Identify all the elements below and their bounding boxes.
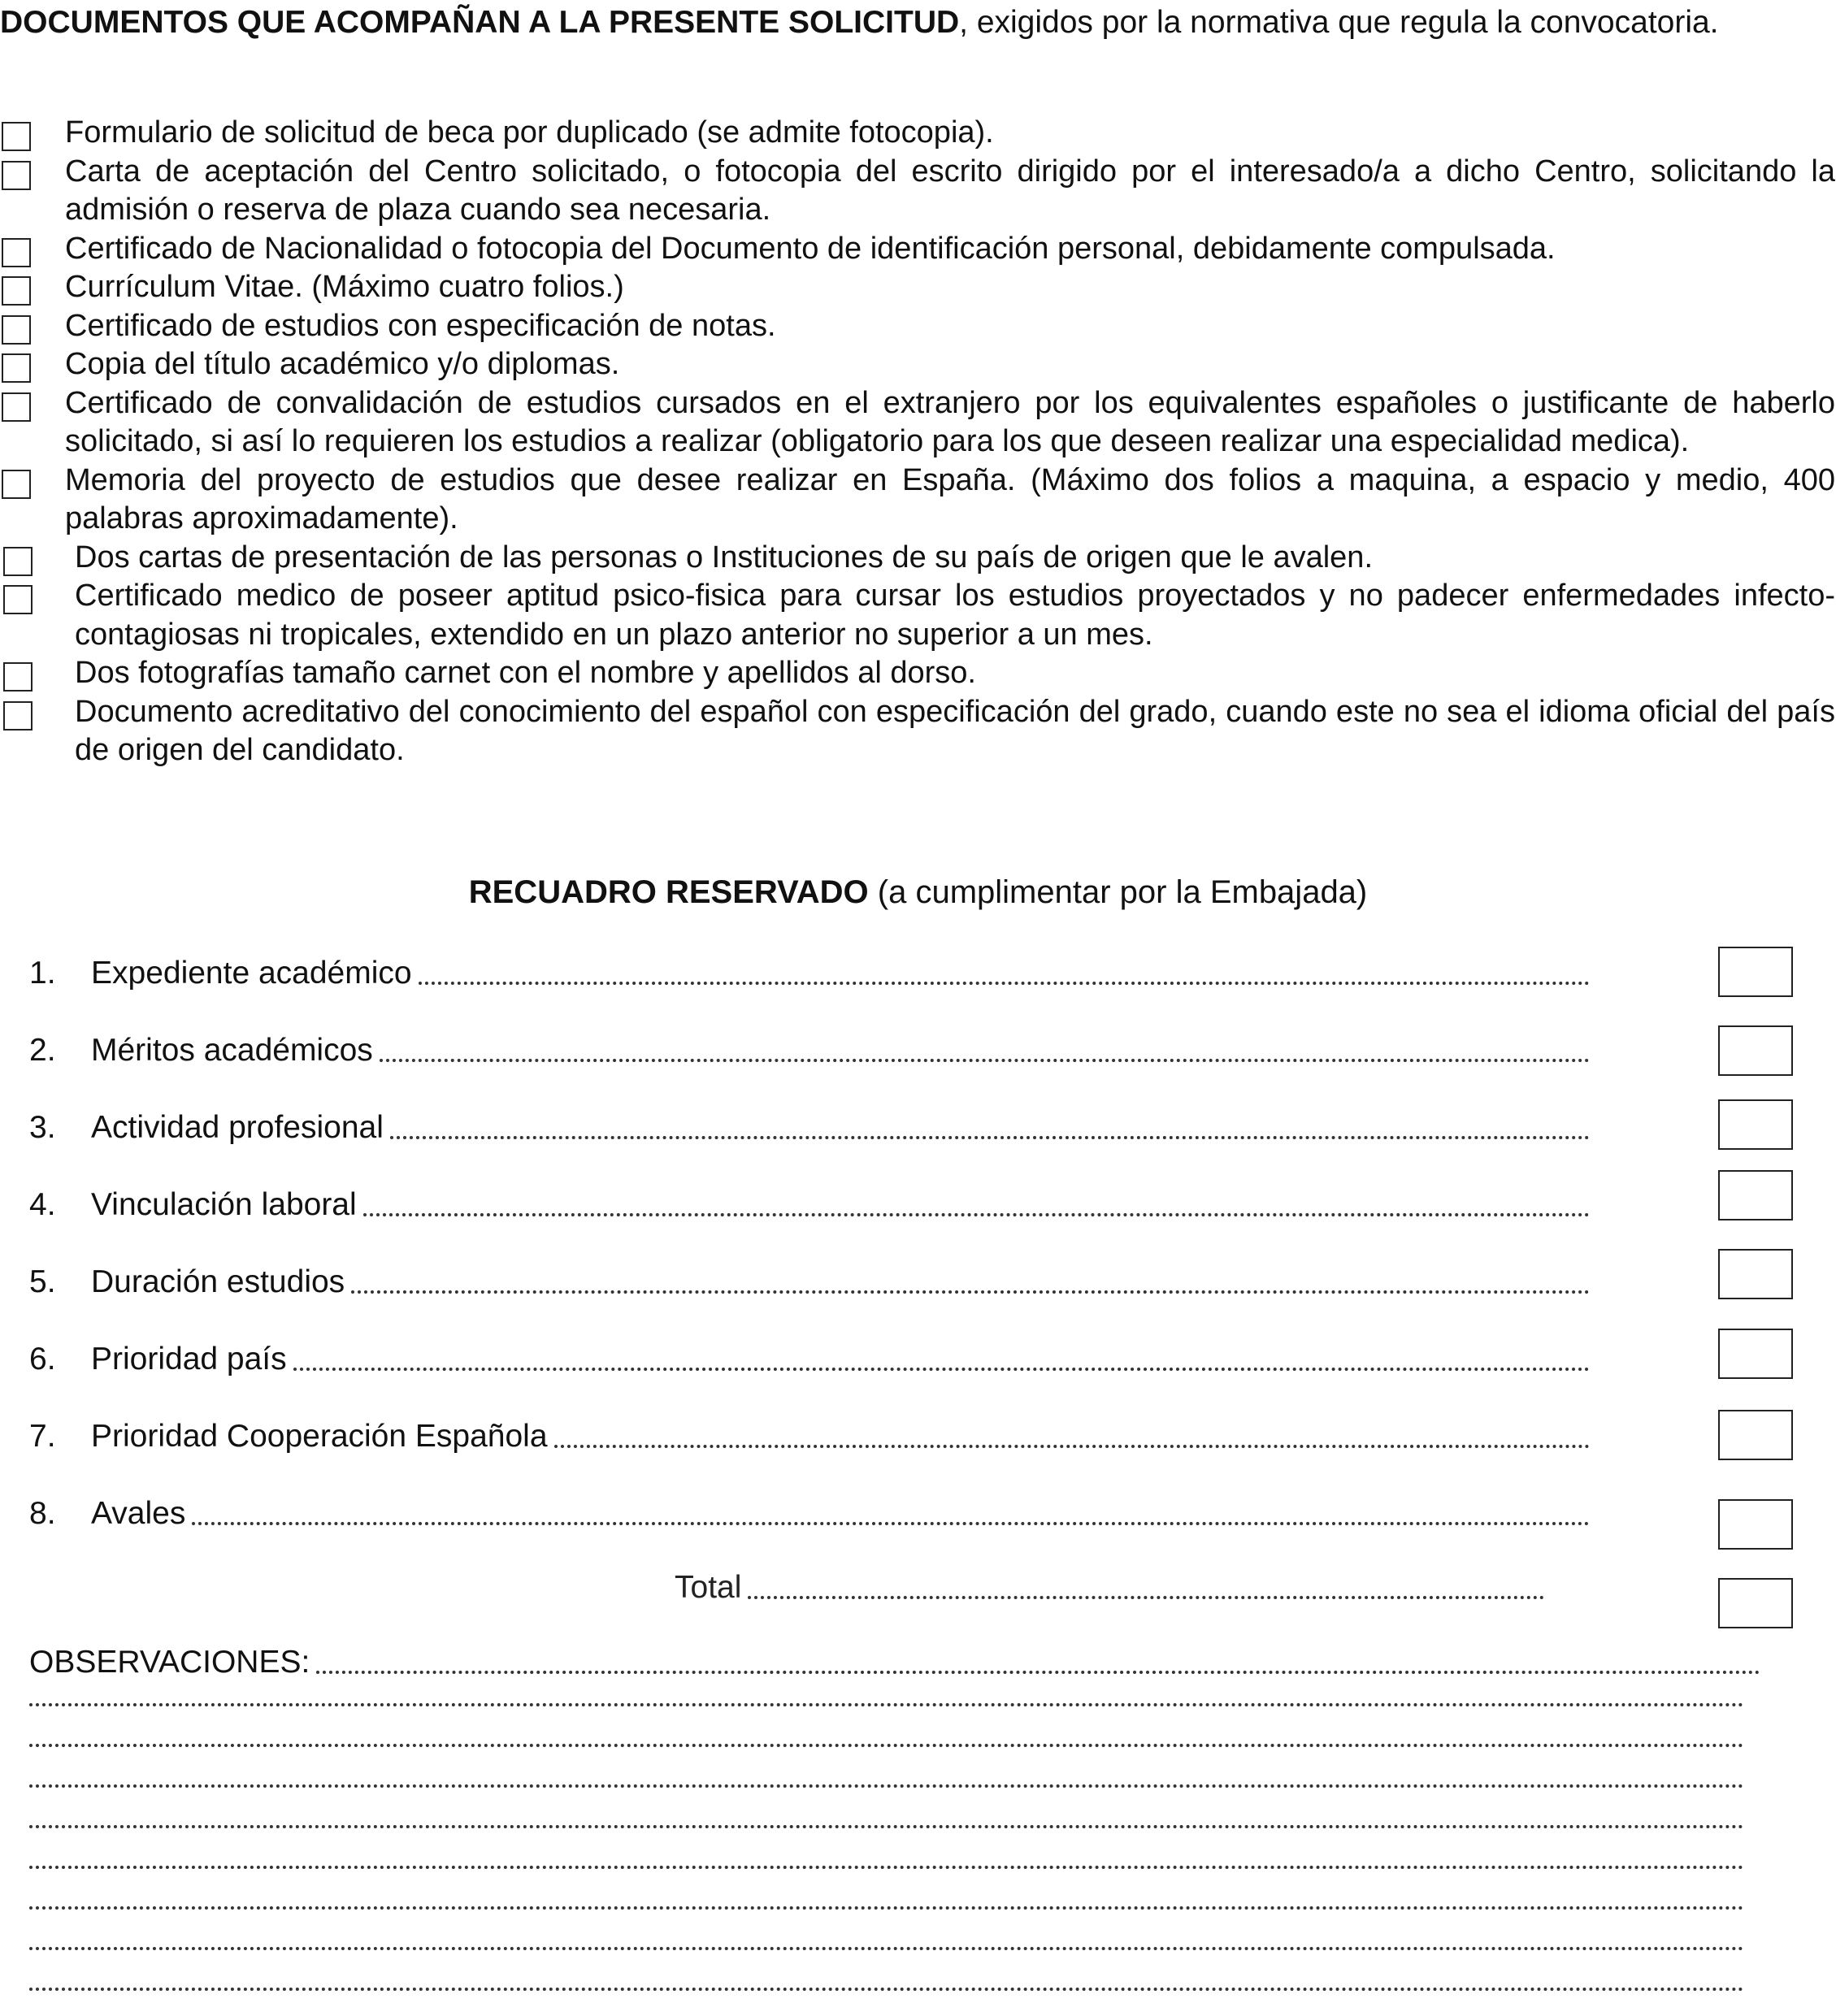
- document-item: [0, 654, 1836, 693]
- criterion-label: Vinculación laboral: [91, 1187, 357, 1222]
- document-item-label: Certificado de estudios con especificación de notas.: [65, 308, 776, 343]
- document-item-label: Memoria del proyecto de estudios que desee realizar en España. (Máximo dos folios a maquina, a espacio y medio, 400 palabras aproximadamente).: [65, 462, 1835, 535]
- document-item-label: Certificado de convalidación de estudios cursados en el extranjero por los equivalentes españoles o justificante de haberlo solicitado, si así lo requieren los estudios a realizar (obligatorio para los que deseen realizar una especialidad medica).: [65, 385, 1835, 458]
- score-box[interactable]: [1718, 1170, 1793, 1220]
- criterion-number: 7.: [29, 1419, 56, 1454]
- criterion-row: [29, 1485, 1590, 1533]
- document-item: [0, 153, 1836, 230]
- document-item: [0, 384, 1836, 462]
- document-item: [0, 577, 1836, 654]
- dot-leader: [419, 973, 1590, 985]
- document-item: [0, 693, 1836, 770]
- score-box[interactable]: [1718, 1410, 1793, 1460]
- document-item-label: Documento acreditativo del conocimiento del español con especificación del grado, cuando este no sea el idioma oficial del país de origen del candidato.: [75, 694, 1835, 767]
- document-item: [0, 114, 1836, 153]
- score-box[interactable]: [1718, 1025, 1793, 1076]
- criterion-label: Prioridad país: [91, 1342, 287, 1377]
- criterion-number: 5.: [29, 1264, 56, 1299]
- total-label: Total: [675, 1570, 742, 1605]
- document-checkbox[interactable]: [2, 122, 31, 151]
- criterion-row: [29, 1330, 1590, 1379]
- document-checkbox[interactable]: [2, 238, 31, 267]
- observations-dot-leader[interactable]: [316, 1663, 1760, 1674]
- observations-row: [29, 1633, 1760, 1682]
- document-item-label: Certificado medico de poseer aptitud psico-fisica para cursar los estudios proyectados y no padecer enfermedades infecto-contagiosas ni tropicales, extendido en un plazo anterior no superior a un mes.: [75, 579, 1835, 652]
- total-row: [675, 1559, 1544, 1607]
- observations-line[interactable]: [29, 1700, 1744, 1706]
- observations-line[interactable]: [29, 1822, 1744, 1828]
- score-box[interactable]: [1718, 1249, 1793, 1299]
- document-item-label: Certificado de Nacionalidad o fotocopia del Documento de identificación personal, debidamente compulsada.: [65, 231, 1556, 266]
- total-score-box[interactable]: [1718, 1578, 1793, 1628]
- dot-leader: [192, 1514, 1590, 1525]
- criterion-label: Prioridad Cooperación Española: [91, 1419, 548, 1454]
- score-box[interactable]: [1718, 947, 1793, 997]
- observations-line[interactable]: [29, 1741, 1744, 1747]
- criterion-number: 8.: [29, 1496, 56, 1531]
- observations-line[interactable]: [29, 1903, 1744, 1910]
- document-checkbox[interactable]: [2, 392, 31, 422]
- document-item: [0, 345, 1836, 384]
- criterion-row: [29, 1099, 1590, 1147]
- document-item: [0, 230, 1836, 269]
- criterion-label: Actividad profesional: [91, 1110, 384, 1145]
- document-item: [0, 307, 1836, 346]
- dot-leader: [748, 1588, 1544, 1599]
- dot-leader: [554, 1437, 1590, 1448]
- observations-line[interactable]: [29, 1984, 1744, 1991]
- dot-leader: [351, 1282, 1590, 1294]
- score-box[interactable]: [1718, 1099, 1793, 1150]
- dot-leader: [390, 1128, 1590, 1139]
- criterion-number: 6.: [29, 1342, 56, 1377]
- document-item-label: Dos fotografías tamaño carnet con el nombre y apellidos al dorso.: [75, 656, 976, 690]
- observations-line[interactable]: [29, 1862, 1744, 1869]
- reserved-title-note: (a cumplimentar por la Embajada): [868, 874, 1368, 910]
- document-checkbox[interactable]: [3, 662, 33, 692]
- criterion-number: 4.: [29, 1187, 56, 1222]
- score-box[interactable]: [1718, 1499, 1793, 1550]
- criterion-label: Expediente académico: [91, 956, 412, 991]
- dot-leader: [363, 1205, 1590, 1216]
- reserved-title-bold: RECUADRO RESERVADO: [468, 874, 869, 910]
- document-item-label: Formulario de solicitud de beca por duplicado (se admite fotocopia).: [65, 115, 994, 150]
- criterion-label: Avales: [91, 1496, 186, 1531]
- document-item-label: Currículum Vitae. (Máximo cuatro folios.): [65, 270, 624, 304]
- criterion-label: Duración estudios: [91, 1264, 345, 1299]
- dot-leader: [380, 1051, 1590, 1062]
- document-checkbox[interactable]: [3, 701, 33, 731]
- criterion-row: [29, 944, 1590, 993]
- observations-line[interactable]: [29, 1781, 1744, 1788]
- criterion-label: Méritos académicos: [91, 1033, 373, 1068]
- document-checkbox[interactable]: [3, 585, 33, 614]
- observations-line[interactable]: [29, 1944, 1744, 1950]
- document-checkbox[interactable]: [2, 161, 31, 190]
- documents-header: [0, 3, 1827, 42]
- documents-header-subtitle: , exigidos por la normativa que regula la convocatoria.: [959, 5, 1719, 40]
- document-checkbox[interactable]: [2, 276, 31, 306]
- document-item: [0, 539, 1836, 578]
- criterion-row: [29, 1253, 1590, 1302]
- criterion-row: [29, 1176, 1590, 1225]
- document-item-label: Dos cartas de presentación de las personas o Instituciones de su país de origen que le avalen.: [75, 540, 1374, 574]
- score-box[interactable]: [1718, 1329, 1793, 1379]
- criterion-row: [29, 1407, 1590, 1456]
- document-checkbox[interactable]: [2, 353, 31, 383]
- criterion-number: 3.: [29, 1110, 56, 1145]
- reserved-section-title: [0, 869, 1836, 915]
- observations-label: OBSERVACIONES:: [29, 1645, 310, 1680]
- document-checkbox[interactable]: [2, 470, 31, 499]
- dot-leader: [293, 1359, 1590, 1371]
- document-item-label: Carta de aceptación del Centro solicitado, o fotocopia del escrito dirigido por el interesado/a a dicho Centro, solicitando la admisión o reserva de plaza cuando sea necesaria.: [65, 154, 1835, 227]
- criterion-number: 2.: [29, 1033, 56, 1068]
- document-checklist: [0, 114, 1836, 770]
- document-item-label: Copia del título académico y/o diplomas.: [65, 347, 620, 381]
- document-item: [0, 268, 1836, 307]
- document-checkbox[interactable]: [3, 547, 33, 576]
- document-checkbox[interactable]: [2, 315, 31, 345]
- criterion-number: 1.: [29, 956, 56, 991]
- document-item: [0, 462, 1836, 539]
- documents-header-title: DOCUMENTOS QUE ACOMPAÑAN A LA PRESENTE SOLICITUD: [0, 5, 960, 40]
- criterion-row: [29, 1021, 1590, 1070]
